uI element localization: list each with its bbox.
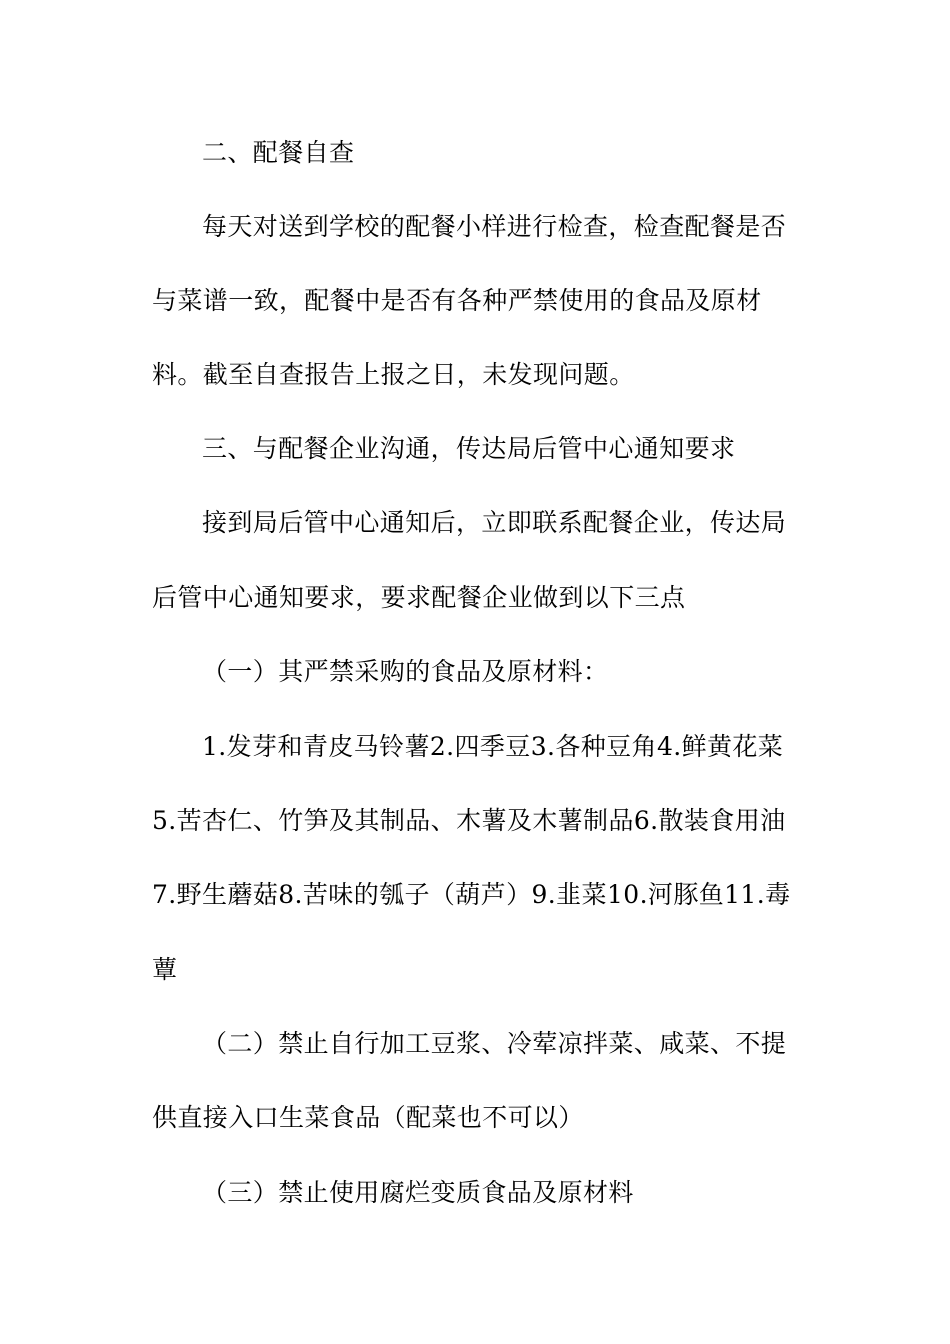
subsection-heading-2: （二）禁止自行加工豆浆、冷荤凉拌菜、咸菜、不提 [202, 1029, 787, 1058]
subsection-heading-3: （三）禁止使用腐烂变质食品及原材料 [202, 1178, 634, 1207]
list-line: 1.发芽和青皮马铃薯2.四季豆3.各种豆角4.鲜黄花菜 [202, 732, 784, 761]
list-line: 蕈 [152, 955, 178, 984]
paragraph-line: 接到局后管中心通知后，立即联系配餐企业，传达局 [202, 508, 787, 537]
list-line: 7.野生蘑菇8.苦味的瓠子（葫芦）9.韭菜10.河豚鱼11.毒 [152, 880, 791, 909]
paragraph-line: 供直接入口生菜食品（配菜也不可以） [152, 1103, 584, 1132]
list-line: 5.苦杏仁、竹笋及其制品、木薯及木薯制品6.散装食用油 [152, 806, 786, 835]
paragraph-line: 料。截至自查报告上报之日，未发现问题。 [152, 360, 635, 389]
section-heading-3: 三、与配餐企业沟通，传达局后管中心通知要求 [202, 434, 736, 463]
paragraph-line: 每天对送到学校的配餐小样进行检查，检查配餐是否 [202, 212, 787, 241]
paragraph-line: 后管中心通知要求，要求配餐企业做到以下三点 [152, 583, 686, 612]
paragraph-line: 与菜谱一致，配餐中是否有各种严禁使用的食品及原材 [152, 286, 762, 315]
section-heading-2: 二、配餐自查 [202, 138, 355, 167]
subsection-heading-1: （一）其严禁采购的食品及原材料： [202, 657, 609, 686]
